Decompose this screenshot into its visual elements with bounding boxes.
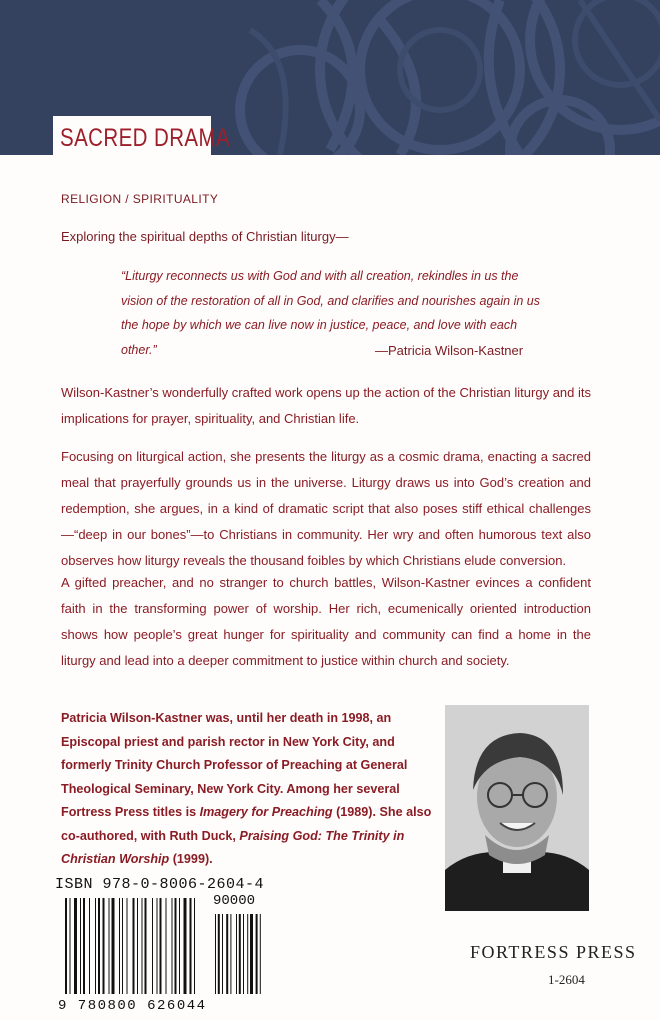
bio-text-2: (1989). She also co-authored, with Ruth Duck, (61, 805, 432, 843)
bio-text-1: Patricia Wilson-Kastner was, until her death in 1998, an Episcopal priest and parish rector in New York City, and formerly Trinity Church Professor of Preaching at General Theological Seminary, New York City. Among her several Fortress Press titles is (61, 711, 408, 819)
ean-digits: 9 780800 626044 (58, 998, 207, 1014)
quote-attribution: —Patricia Wilson-Kastner (375, 343, 524, 358)
publisher-name: FORTRESS PRESS (470, 942, 637, 962)
author-bio (61, 707, 437, 872)
catalog-code: 1-2604 (548, 972, 585, 987)
lead-line: Exploring the spiritual depths of Christian liturgy— (61, 229, 349, 244)
author-photo (445, 705, 589, 911)
paragraph-1: Wilson-Kastner’s wonderfully crafted work opens up the action of the Christian liturgy and its implications for prayer, spirituality, and Christian life. (61, 385, 591, 426)
addon-code: 90000 (213, 893, 256, 909)
paragraph-2: Focusing on liturgical action, she presents the liturgy as a cosmic drama, enacting a sacred meal that prayerfully grounds us in the universe. Liturgy draws us into God’s creation and redemption, she argues, in a kind of dramatic script that also poses stiff ethical challenges—“deep in our bones”—to Christians in community. Her wry and often humorous text also observes how liturgy reveals the thousand foibles by which Christians elude conversion. (61, 449, 591, 568)
book-title: SACRED DRAMA (60, 124, 231, 152)
quote-text: “Liturgy reconnects us with God and with all creation, rekindles in us the vision of the restoration of all in God, and clarifies and nourishes again in us the hope by which we can live now in justice, peace, and love with each other.” (121, 269, 540, 357)
isbn-label: ISBN 978-0-8006-2604-4 (55, 876, 265, 893)
bio-title-2: Praising God: The Trinity in Christian Worship (61, 828, 405, 866)
bio-title-1: Imagery for Preaching (199, 805, 333, 819)
paragraph-3: A gifted preacher, and no stranger to church battles, Wilson-Kastner evinces a confident faith in the transforming power of worship. Her rich, ecumenically oriented introduction shows how people’s great hunger for spirituality and community can find a home in the liturgy and lead into a deeper commitment to justice within church and society. (61, 575, 591, 668)
category-label: RELIGION / SPIRITUALITY (61, 192, 219, 206)
bio-text-3: (1999). (169, 852, 213, 866)
